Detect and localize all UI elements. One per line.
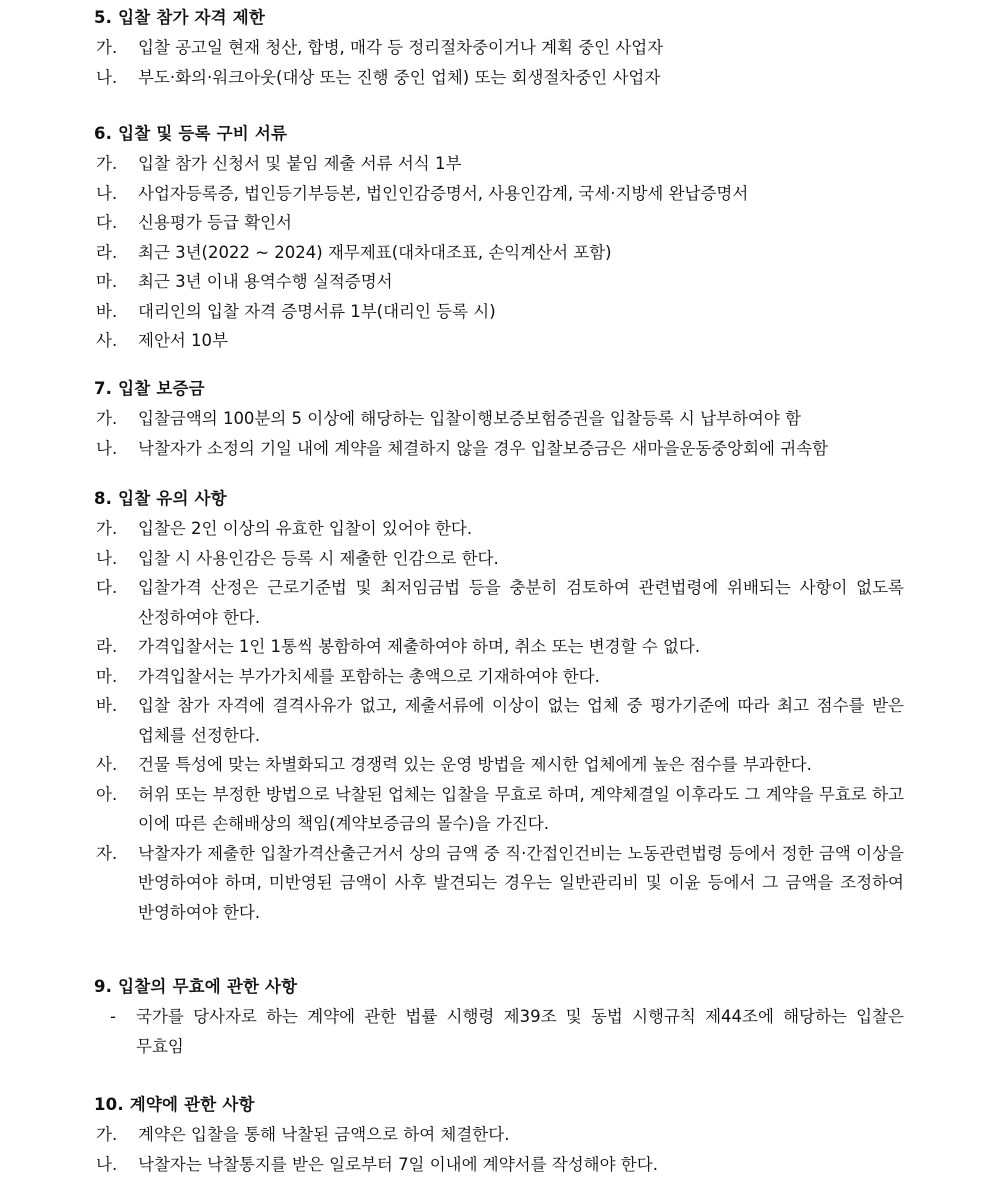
item-text: 가격입찰서는 1인 1통씩 봉함하여 제출하여야 하며, 취소 또는 변경할 수 없다.	[138, 637, 701, 656]
section-required-documents	[94, 119, 904, 356]
item-marker: 마.	[96, 666, 118, 686]
item-text: 낙찰자는 낙찰통지를 받은 일로부터 7일 이내에 계약서를 작성해야 한다.	[138, 1154, 658, 1174]
section-contract-matters	[94, 1090, 904, 1179]
list-item	[94, 573, 904, 632]
item-text: 대리인의 입찰 자격 증명서류 1부(대리인 등록 시)	[138, 301, 496, 321]
item-marker: 다.	[96, 213, 118, 232]
section-heading: 10. 계약에 관한 사항	[94, 1095, 255, 1114]
item-marker: 라.	[96, 242, 118, 262]
section-bid-precautions	[94, 484, 904, 927]
list-item	[94, 434, 904, 464]
item-text: 낙찰자가 소정의 기일 내에 계약을 체결하지 않을 경우 입찰보증금은 새마을운동중앙회에 귀속함	[138, 438, 829, 458]
item-marker: 가.	[96, 38, 118, 57]
list-item	[94, 326, 904, 356]
section-heading: 9. 입찰의 무효에 관한 사항	[94, 977, 298, 996]
item-marker: 마.	[96, 272, 118, 291]
item-marker: 자.	[96, 843, 118, 863]
list-item	[94, 514, 904, 544]
list-item	[94, 404, 904, 434]
item-text: 제안서 10부	[138, 331, 228, 350]
item-text: 최근 3년 이내 용역수행 실적증명서	[138, 272, 393, 291]
item-marker: 사.	[96, 331, 118, 350]
section-bid-invalidity	[94, 972, 904, 1061]
item-marker: 나.	[96, 183, 118, 203]
item-list	[94, 149, 904, 356]
item-text: 입찰금액의 100분의 5 이상에 해당하는 입찰이행보증보험증권을 입찰등록 시 납부하여야 함	[138, 409, 801, 428]
list-item	[94, 63, 904, 93]
section-heading: 6. 입찰 및 등록 구비 서류	[94, 124, 288, 143]
list-item	[94, 691, 904, 750]
item-marker: 나.	[96, 1154, 118, 1174]
list-item	[94, 662, 904, 692]
item-text: 허위 또는 부정한 방법으로 낙찰된 업체는 입찰을 무효로 하며, 계약체결일 이후라도 그 계약을 무효로 하고 이에 따른 손해배상의 책임(계약보증금의 몰수)을 가진다.	[138, 784, 904, 833]
item-marker: 나.	[96, 548, 118, 568]
item-marker: 나.	[96, 67, 118, 87]
item-text: 입찰 공고일 현재 청산, 합병, 매각 등 정리절차중이거나 계획 중인 사업자	[138, 38, 664, 57]
list-item	[94, 1150, 904, 1180]
item-text: 가격입찰서는 부가가치세를 포함하는 총액으로 기재하여야 한다.	[138, 666, 600, 686]
item-marker: -	[110, 1007, 116, 1026]
item-marker: 나.	[96, 438, 118, 458]
list-item	[94, 780, 904, 839]
item-text: 사업자등록증, 법인등기부등본, 법인인감증명서, 사용인감계, 국세·지방세 완납증명서	[138, 183, 749, 203]
item-text: 최근 3년(2022 ~ 2024) 재무제표(대차대조표, 손익계산서 포함)	[138, 242, 612, 262]
item-list	[94, 404, 904, 463]
list-item	[94, 1002, 904, 1061]
section-heading: 7. 입찰 보증금	[94, 379, 205, 398]
item-marker: 다.	[96, 578, 118, 597]
item-text: 입찰 시 사용인감은 등록 시 제출한 인감으로 한다.	[138, 548, 499, 568]
section-heading: 8. 입찰 유의 사항	[94, 489, 227, 508]
item-text: 부도·화의·워크아웃(대상 또는 진행 중인 업체) 또는 회생절차중인 사업자	[138, 67, 661, 87]
list-item	[94, 544, 904, 574]
item-marker: 바.	[96, 301, 118, 321]
item-marker: 아.	[96, 784, 118, 804]
list-item	[94, 238, 904, 268]
item-marker: 가.	[96, 519, 118, 538]
list-item	[94, 179, 904, 209]
item-text: 낙찰자가 제출한 입찰가격산출근거서 상의 금액 중 직·간접인건비는 노동관련법령 등에서 정한 금액 이상을 반영하여야 하며, 미반영된 금액이 사후 발견되는 경우는 일반관리비 및 이윤 등에서 그 금액을 조정하여 반영하여야 한다.	[138, 843, 904, 922]
item-marker: 바.	[96, 696, 118, 715]
item-list	[94, 514, 904, 927]
list-item	[94, 149, 904, 179]
item-marker: 가.	[96, 1125, 118, 1144]
item-marker: 가.	[96, 409, 118, 428]
item-text: 건물 특성에 맞는 차별화되고 경쟁력 있는 운영 방법을 제시한 업체에게 높은 점수를 부과한다.	[138, 755, 812, 774]
item-text: 신용평가 등급 확인서	[138, 213, 292, 232]
item-text: 입찰 참가 자격에 결격사유가 없고, 제출서류에 이상이 없는 업체 중 평가기준에 따라 최고 점수를 받은 업체를 선정한다.	[138, 696, 904, 745]
item-text: 입찰 참가 신청서 및 붙임 제출 서류 서식 1부	[138, 154, 462, 173]
item-text: 계약은 입찰을 통해 낙찰된 금액으로 하여 체결한다.	[138, 1125, 510, 1144]
list-item	[94, 632, 904, 662]
item-list	[94, 33, 904, 92]
list-item	[94, 839, 904, 928]
section-bid-eligibility-restrictions	[94, 3, 904, 92]
list-item	[94, 267, 904, 297]
list-item	[94, 297, 904, 327]
section-heading: 5. 입찰 참가 자격 제한	[94, 8, 266, 27]
section-bid-deposit	[94, 374, 904, 463]
list-item	[94, 208, 904, 238]
item-marker: 라.	[96, 637, 118, 656]
item-list	[94, 1002, 904, 1061]
list-item	[94, 750, 904, 780]
item-text: 입찰가격 산정은 근로기준법 및 최저임금법 등을 충분히 검토하여 관련법령에 위배되는 사항이 없도록 산정하여야 한다.	[138, 578, 904, 627]
item-text: 국가를 당사자로 하는 계약에 관한 법률 시행령 제39조 및 동법 시행규칙 제44조에 해당하는 입찰은 무효임	[136, 1007, 904, 1056]
list-item	[94, 33, 904, 63]
item-text: 입찰은 2인 이상의 유효한 입찰이 있어야 한다.	[138, 519, 473, 538]
item-marker: 사.	[96, 755, 118, 774]
item-list	[94, 1120, 904, 1179]
item-marker: 가.	[96, 154, 118, 173]
list-item	[94, 1120, 904, 1150]
